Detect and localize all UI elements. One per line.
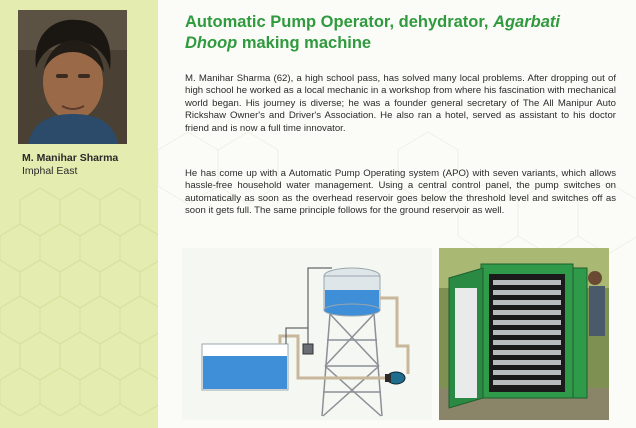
portrait-photo <box>18 10 127 144</box>
pump-system-diagram <box>182 248 432 420</box>
person-portrait-icon <box>18 10 127 144</box>
title-italic-text: Agarbati Dhoop <box>185 13 560 52</box>
article-title <box>185 12 605 54</box>
title-text-1: Automatic Pump Operator, dehydrator, <box>185 13 494 31</box>
article-paragraph-2: He has come up with a Automatic Pump Operating system (APO) with seven variants, which allows hassle-free household water management. Using a central control panel, the pump switches on automatically as soon as the overhead reservoir goes below the threshold level and switches off as soon it gets full. The same principle follows for the ground reservoir as well. <box>185 168 616 217</box>
article-paragraph-1: M. Manihar Sharma (62), a high school pass, has solved many local problems. After dropping out of high school he worked as a local mechanic in a workshop from where his fascination with mechanical world began. His journey is diverse; he was a founder general secretary of The All Manipur Auto Rickshaw Owner's and Driver's Association. He also ran a hotel, served as assistant to his doctor friend and is now a full time innovator. <box>185 73 616 134</box>
dehydrator-photo <box>439 248 609 420</box>
person-name: M. Manihar Sharma <box>22 152 119 164</box>
person-location: Imphal East <box>22 165 78 177</box>
title-text-2: making machine <box>237 34 372 52</box>
water-pump-system-diagram-icon <box>182 248 432 420</box>
dehydrator-photo-icon <box>439 248 609 420</box>
